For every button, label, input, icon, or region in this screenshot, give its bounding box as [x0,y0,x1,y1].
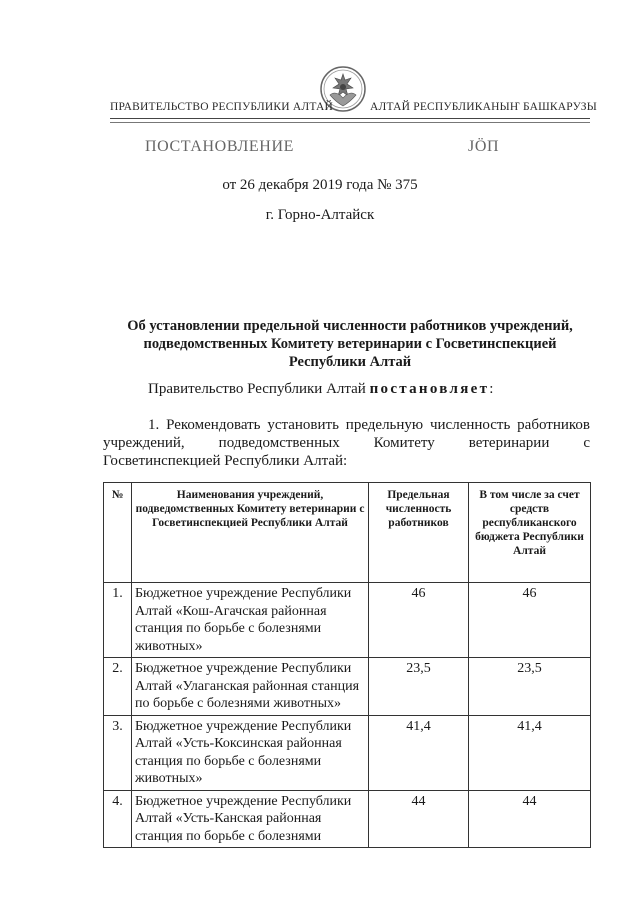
title-line: Об установлении предельной численности работников учреждений, [127,318,573,334]
preamble [148,381,493,398]
government-name-alt: АЛТАЙ РЕСПУБЛИКАНЫҤ БАШКАРУЗЫ [370,101,597,113]
staff-limits-table [103,482,591,848]
col-header-name: Наименования учреждений, подведомственных Комитету ветеринарии с Госветинспекцией Республики Алтай [132,483,369,583]
row-budget: 46 [469,583,591,658]
table-row [104,790,591,848]
preamble-emphasis: постановляет [369,381,490,397]
paragraph-1: 1. Рекомендовать установить предельную численность работников учреждений, подведомственных Комитету ветеринарии с Госветинспекцией Республики Алтай: [103,417,590,469]
table-row [104,715,591,790]
col-header-budget: В том числе за счет средств республиканского бюджета Республики Алтай [469,483,591,583]
row-num: 3. [104,715,132,790]
row-name: Бюджетное учреждение Республики Алтай «Усть-Канская районная станция по борьбе с болезнями [132,790,369,848]
document-title [110,317,590,371]
row-limit: 46 [369,583,469,658]
row-num: 4. [104,790,132,848]
row-name: Бюджетное учреждение Республики Алтай «Усть-Коксинская районная станция по борьбе с болезнями животных» [132,715,369,790]
row-num: 1. [104,583,132,658]
title-line: подведомственных Комитету ветеринарии с Госветинспекцией [143,336,557,352]
row-name: Бюджетное учреждение Республики Алтай «Улаганская районная станция по борьбе с болезнями животных» [132,658,369,716]
preamble-text: Правительство Республики Алтай [148,381,370,397]
document-date: от 26 декабря 2019 года № 375 [222,177,418,193]
row-num: 2. [104,658,132,716]
table-row [104,658,591,716]
header-divider [110,118,590,119]
row-limit: 41,4 [369,715,469,790]
row-budget: 44 [469,790,591,848]
table-header-row [104,483,591,583]
title-line: Республики Алтай [288,354,412,370]
doc-type-alt: JӦП [468,138,500,155]
row-budget: 23,5 [469,658,591,716]
col-header-limit: Предельная численность работников [369,483,469,583]
row-limit: 44 [369,790,469,848]
table-row [104,583,591,658]
row-limit: 23,5 [369,658,469,716]
government-name-ru: ПРАВИТЕЛЬСТВО РЕСПУБЛИКИ АЛТАЙ [110,101,334,113]
col-header-num: № [104,483,132,583]
document-city: г. Горно-Алтайск [265,207,375,223]
preamble-tail: : [489,381,494,397]
coat-of-arms-icon [318,62,368,122]
row-budget: 41,4 [469,715,591,790]
doc-type-ru: ПОСТАНОВЛЕНИЕ [145,138,294,155]
header-divider-thin [110,122,590,123]
row-name: Бюджетное учреждение Республики Алтай «Кош-Агачская районная станция по борьбе с болезнями животных» [132,583,369,658]
